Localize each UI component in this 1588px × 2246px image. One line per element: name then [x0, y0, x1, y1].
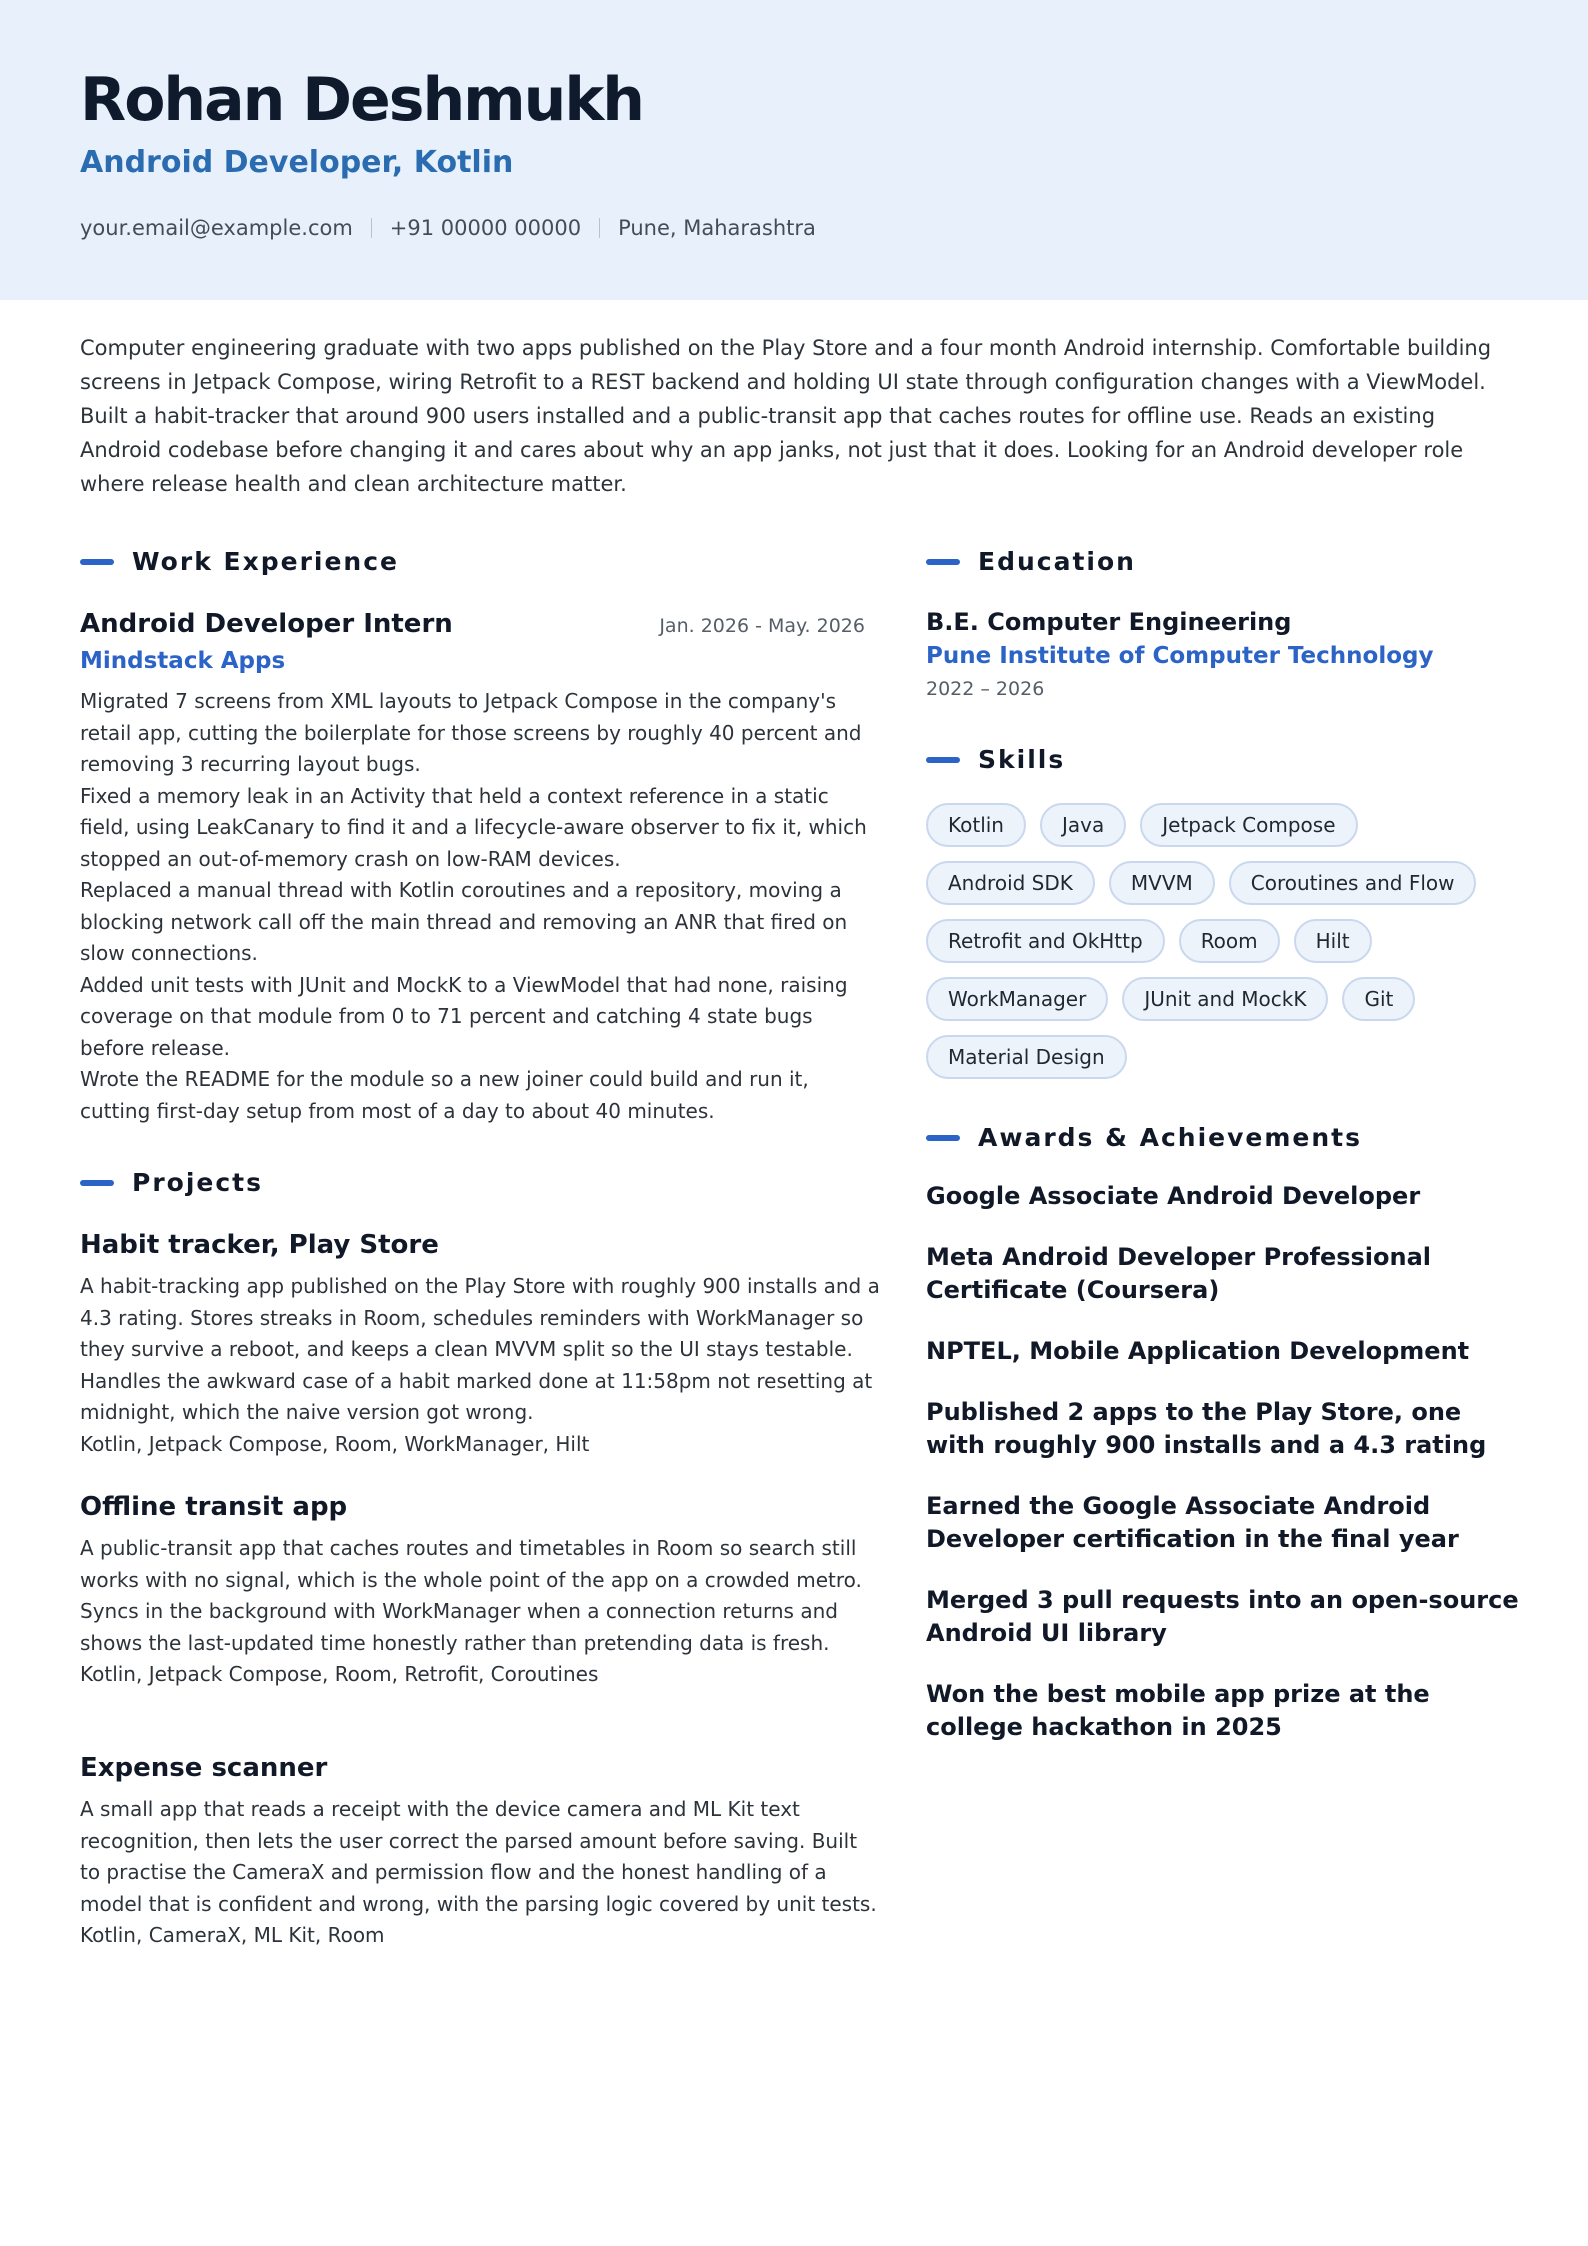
job-bullet: Wrote the README for the module so a new joiner could build and run it, cutting first-day setup from most of a day to about 40 minutes. — [80, 1067, 809, 1123]
section-heading-education — [926, 545, 1136, 579]
education-years: 2022 – 2026 — [926, 678, 1045, 700]
project-description: A public-transit app that caches routes and timetables in Room so search still works with no signal, which is the whole point of the app on a crowded metro. Syncs in the background with WorkManager when a connection returns and shows the last-updated time honestly rather than pretending data is fresh. — [80, 1536, 862, 1655]
contact-line — [80, 213, 816, 243]
project-name: Habit tracker, Play Store — [80, 1230, 439, 1260]
education-degree: B.E. Computer Engineering — [926, 608, 1292, 636]
project-tech-stack: Kotlin, Jetpack Compose, Room, Retrofit, Coroutines — [80, 1662, 599, 1686]
skill-chip: Material Design — [926, 1035, 1127, 1079]
project-description: A habit-tracking app published on the Play Store with roughly 900 installs and a 4.3 rating. Stores streaks in Room, schedules reminders with WorkManager so they survive a reboot, and keeps a clean MVVM split so the UI stays testable. Handles the awkward case of a habit marked done at 11:58pm not resetting at midnight, which the naive version got wrong. — [80, 1274, 880, 1424]
project-entry — [80, 1227, 880, 1460]
contact-phone[interactable]: +91 00000 00000 — [389, 216, 582, 240]
skill-chip: Git — [1342, 977, 1415, 1021]
heading-accent-bar — [926, 1135, 960, 1141]
skill-chip: Hilt — [1294, 919, 1372, 963]
award-item: Earned the Google Associate Android Developer certification in the final year — [926, 1492, 1459, 1553]
heading-accent-bar — [926, 559, 960, 565]
project-name: Expense scanner — [80, 1753, 328, 1783]
job-bullet: Fixed a memory leak in an Activity that held a context reference in a static field, using LeakCanary to find it and a lifecycle-aware observer to fix it, which stopped an out-of-memory crash on low-RAM devices. — [80, 783, 867, 871]
project-entry — [80, 1750, 880, 1952]
section-heading-label: Work Experience — [132, 547, 399, 576]
skill-chip: WorkManager — [926, 977, 1108, 1021]
job-company: Mindstack Apps — [80, 648, 286, 674]
skill-chip: Jetpack Compose — [1140, 803, 1357, 847]
skill-chip: Kotlin — [926, 803, 1026, 847]
awards-list — [926, 1180, 1526, 1772]
section-heading-awards — [926, 1121, 1362, 1155]
job-bullet: Replaced a manual thread with Kotlin coroutines and a repository, moving a blocking network call off the main thread and removing an ANR that fired on slow connections. — [80, 878, 848, 965]
job-bullet: Migrated 7 screens from XML layouts to Jetpack Compose in the company's retail app, cutting the boilerplate for those screens by roughly 40 percent and removing 3 recurring layout bugs. — [80, 689, 862, 776]
section-heading-label: Awards & Achievements — [978, 1123, 1363, 1152]
heading-accent-bar — [926, 757, 960, 763]
award-item: Merged 3 pull requests into an open-source Android UI library — [926, 1586, 1519, 1647]
candidate-name: Rohan Deshmukh — [80, 65, 644, 135]
section-heading-skills — [926, 743, 1065, 777]
section-heading-label: Education — [978, 547, 1136, 576]
skill-chip: Java — [1040, 803, 1126, 847]
job-bullet: Added unit tests with JUnit and MockK to a ViewModel that had none, raising coverage on that module from 0 to 71 percent and catching 4 state bugs before release. — [80, 972, 848, 1060]
section-heading-label: Projects — [132, 1168, 264, 1197]
job-title: Android Developer Intern — [80, 609, 453, 639]
project-tech-stack: Kotlin, CameraX, ML Kit, Room — [80, 1923, 385, 1947]
contact-divider — [599, 218, 600, 238]
heading-accent-bar — [80, 1180, 114, 1186]
section-heading-work — [80, 545, 399, 579]
heading-accent-bar — [80, 559, 114, 565]
project-entry — [80, 1489, 880, 1691]
resume-header — [0, 0, 1588, 300]
project-tech-stack: Kotlin, Jetpack Compose, Room, WorkManager, Hilt — [80, 1431, 590, 1456]
project-name: Offline transit app — [80, 1492, 348, 1522]
skill-chip: Room — [1179, 919, 1280, 963]
contact-email[interactable]: your.email@example.com — [80, 216, 353, 240]
job-bullet-list — [80, 686, 880, 1127]
contact-location: Pune, Maharashtra — [618, 216, 816, 240]
project-description: A small app that reads a receipt with the device camera and ML Kit text recognition, then lets the user correct the parsed amount before saving. Built to practise the CameraX and permission flow and the honest handling of a model that is confident and wrong, with the parsing logic covered by unit tests. — [80, 1797, 877, 1916]
skill-chip: JUnit and MockK — [1122, 977, 1328, 1021]
job-target-title: Android Developer, Kotlin — [80, 145, 514, 180]
award-item: Won the best mobile app prize at the college hackathon in 2025 — [926, 1680, 1430, 1741]
summary-paragraph: Computer engineering graduate with two apps published on the Play Store and a four month Android internship. Comfortable building screens in Jetpack Compose, wiring Retrofit to a REST backend and holding UI state through configuration changes with a ViewModel. Built a habit-tracker that around 900 users installed and a public-transit app that caches routes for offline use. Reads an existing Android codebase before changing it and cares about why an app janks, not just that it does. Looking for an Android developer role where release health and clean architecture matter. — [80, 336, 1492, 496]
skill-chip: Retrofit and OkHttp — [926, 919, 1165, 963]
skill-chip: Coroutines and Flow — [1229, 861, 1477, 905]
skill-chip: MVVM — [1109, 861, 1215, 905]
award-item: Google Associate Android Developer — [926, 1182, 1421, 1210]
award-item: NPTEL, Mobile Application Development — [926, 1337, 1470, 1365]
skill-chip: Android SDK — [926, 861, 1095, 905]
award-item: Published 2 apps to the Play Store, one with roughly 900 installs and a 4.3 rating — [926, 1398, 1487, 1459]
job-dates: Jan. 2026 - May. 2026 — [659, 615, 865, 637]
education-school: Pune Institute of Computer Technology — [926, 643, 1434, 669]
contact-divider — [371, 218, 372, 238]
section-heading-projects — [80, 1166, 263, 1200]
section-heading-label: Skills — [978, 745, 1066, 774]
award-item: Meta Android Developer Professional Certificate (Coursera) — [926, 1243, 1432, 1304]
skills-chip-list — [926, 803, 1526, 1079]
